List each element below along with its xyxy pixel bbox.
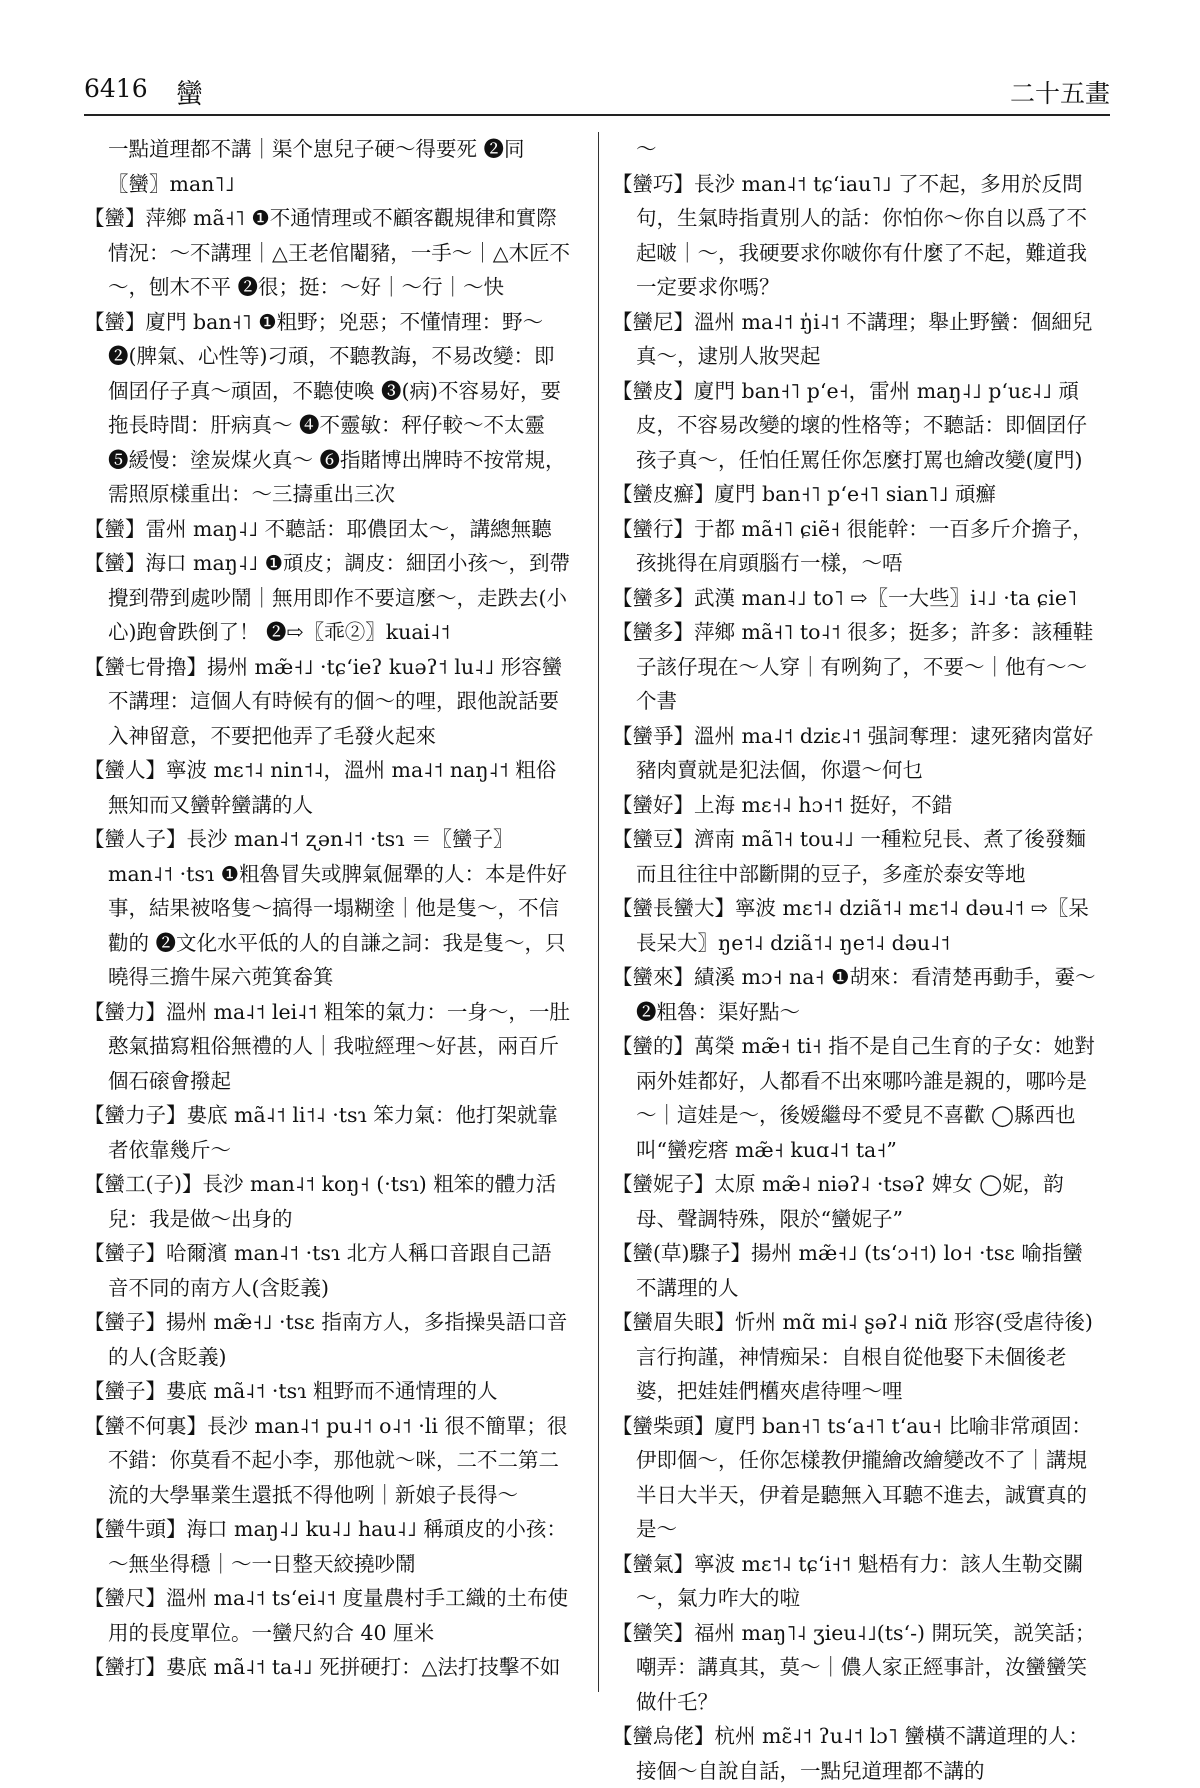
dictionary-entry: 【蠻】廈門 ban˧˥ ❶粗野；兇惡；不懂情理：野～ ❷(脾氣、心性等)刁頑，不聽教誨，不易改變：即個囝仔子真～頑固，不聽使喚 ❸(病)不容易好，要拖長時間：肝病真～ ❹不靈敏：秤仔較～不太靈 ❺緩慢：塗炭煤火真～ ❻指賭博出牌時不按常規，需照原樣重出：～三擣重出三次 [84,309,566,506]
dictionary-entry: 【蠻力】溫州 ma˨˦ lei˨˦ 粗笨的氣力：一身～，一肚憨氣描寫粗俗無禮的人｜我啦經理～好甚，兩百斤個石磙會撥起 [84,999,570,1093]
dictionary-entry: 【蠻人】寧波 mɛ˦˨ nin˦˨，溫州 ma˨˦ naŋ˨˦ 粗俗無知而又蠻幹蠻講的人 [84,758,557,817]
dictionary-entry: ～ [636,137,657,161]
dictionary-entry: 【蠻巧】長沙 man˨˦ tɕʻiau˥˩ 了不起，多用於反問句，生氣時指責別人的話：你怕你～你自以爲了不起啵｜～，我硬要求你啵你有什麼了不起，難道我一定要求你嗎？ [612,171,1087,299]
dictionary-entry: 【蠻打】婁底 mã˨˦ ta˨˩ 死拼硬打：△法打技擊不如 [84,1655,561,1679]
dictionary-entry: 【蠻子】揚州 mæ̃˧˩ ·tsɛ 指南方人，多指操吳語口音的人(含貶義) [84,1310,568,1369]
dictionary-entry: 【蠻長蠻大】寧波 mɛ˦˨ dziã˦˨ mɛ˦˨ dəu˨˦ ⇨〖呆長呆大〗ŋe˦˨ dziã˦˨ ŋe˦˨ dəu˨˦ [612,896,1089,955]
right-column [612,132,1100,1788]
dictionary-entry: 【蠻牛頭】海口 maŋ˨˩ ku˨˩ hau˨˩ 稱頑皮的小孩：～無坐得穩｜～一日整天絞撓吵鬧 [84,1517,567,1576]
running-head-character: 蠻 [176,79,203,110]
dictionary-entry: 【蠻尺】溫州 ma˨˦ tsʻei˨˦ 度量農村手工織的土布使用的長度單位。一蠻尺約合 40 厘米 [84,1586,569,1645]
dictionary-entry: 【蠻笑】福州 maŋ˥˨ ʒieu˨˩(tsʻ-) 開玩笑，説笑話；嘲弄：講真其，莫～｜儂人家正經事計，汝蠻蠻笑做什乇？ [612,1620,1096,1714]
dictionary-entry: 【蠻不何裏】長沙 man˨˦ pu˨˦ o˨˦ ·li 很不簡單；很不錯：你莫看不起小李，那他就～咪，二不二第二流的大學畢業生還抵不得他咧｜新娘子長得～ [84,1413,568,1507]
dictionary-entry: 【蠻】萍鄉 mã˧˥ ❶不通情理或不顧客觀規律和實際情況：～不講理｜△王老倌閹豬，一手～｜△木匠不～，刨木不平 ❷很；挺：～好｜～行｜～快 [84,206,571,299]
dictionary-entry: 【蠻氣】寧波 mɛ˦˨ tɕʻi˧˦ 魁梧有力：該人生勒交關～，氣力咋大的啦 [612,1551,1084,1610]
dictionary-entry: 【蠻的】萬榮 mæ̃˧ ti˧ 指不是自己生育的子女：她對兩外娃都好，人都看不出來哪吟誰是親的，哪吟是～｜這娃是～，後嫒繼母不愛見不喜歡 ◯縣西也叫“蠻疙瘩 mæ̃˧ kuɑ˨˦ ta˧” [612,1034,1095,1162]
dictionary-entry: 【蠻好】上海 mɛ˧˨ hɔ˧˦ 挺好，不錯 [612,792,953,817]
dictionary-entry: 【蠻工(子)】長沙 man˨˦ koŋ˧ (·tsɿ) 粗笨的體力活兒：我是做～出身的 [84,1172,557,1231]
dictionary-entry: 【蠻力子】婁底 mã˨˦ li˦˨ ·tsɿ 笨力氣：他打架就靠者依靠幾斤～ [84,1103,558,1162]
dictionary-entry: 【蠻】雷州 maŋ˨˩ 不聽話：耶儂囝太～，講總無聽 [84,516,552,541]
dictionary-entry: 【蠻皮】廈門 ban˧˥ pʻe˧，雷州 maŋ˨˩ pʻuɛ˨˩ 頑皮，不容易改變的壞的性格等；不聽話：即個囝仔孩子真～，任怕任罵任你怎麼打罵也繪改變(廈門) [612,378,1087,472]
dictionary-entry: 【蠻眉失眼】忻州 mɑ̃ mi˨ ʂəʔ˨ niɑ̃ 形容(受虐待後)言行拘謹，神情痴呆：自根自從他娶下未個後老婆，把娃娃們欍夾虐待哩～哩 [612,1310,1093,1403]
dictionary-entry: 【蠻多】武漢 man˨˩ to˥ ⇨〖一大些〗i˨˩ ·ta ɕie˥ [612,585,1078,610]
dictionary-entry: 【蠻烏佬】杭州 mɛ̃˨˦ ʔu˨˦ lɔ˥ 蠻橫不講道理的人：接個～自說自話，一點兒道理都不講的 [612,1724,1089,1783]
dictionary-entry: 【蠻人子】長沙 man˨˦ ʐən˨˦ ·tsɿ ＝〖蠻子〗man˨˦ ·tsɿ ❶粗魯冒失或脾氣倔犟的人：本是件好事，結果被咯隻～搞得一塌糊塗｜他是隻～，不信勸的 ❷文化水平低的人的自謙之詞：我是隻～，只曉得三擔牛屎六蔸箕畚箕 [84,827,568,989]
dictionary-entry: 一點道理都不講｜渠个崽兒子硬～得要死 ❷同〖蠻〗man˥˩ [108,137,525,196]
dictionary-entry: 【蠻子】婁底 mã˨˦ ·tsɿ 粗野而不通情理的人 [84,1379,498,1403]
page-number: 6416 [84,74,148,103]
dictionary-entry: 【蠻爭】溫州 ma˨˦ dziɛ˨˦ 强詞奪理：逮死豬肉當好豬肉賣就是犯法個，你還～何乜 [612,723,1094,782]
column-divider [598,132,599,1692]
dictionary-entry: 【蠻】海口 maŋ˨˩ ❶頑皮；調皮：細囝小孩～，到帶攪到帶到處吵鬧｜無用即作不要這麼～，走跌去(小心)跑會跌倒了！ ❷⇨〖乖②〗kuai˨˦ [84,551,570,644]
dictionary-entry: 【蠻妮子】太原 mæ̃˨ niəʔ˨ ·tsəʔ 婢女 ◯妮，韵母、聲調特殊，限於“蠻妮子” [612,1172,1064,1231]
dictionary-entry: 【蠻皮癬】廈門 ban˧˥ pʻe˧˥ sian˥˩ 頑癬 [612,482,997,506]
section-title: 二十五畫 [1009,79,1110,108]
dictionary-entry: 【蠻來】績溪 mɔ˧ na˧ ❶胡來：看清楚再動手，嫑～ ❷粗魯：渠好點～ [612,965,1096,1024]
dictionary-entry: 【蠻豆】濟南 mã˥˧ tou˨˩ 一種粒兒長、煮了後發麵而且往往中部斷開的豆子，多產於泰安等地 [612,827,1086,886]
dictionary-entry: 【蠻柴頭】廈門 ban˧˥ tsʻa˧˥ tʻau˧ 比喻非常頑固：伊即個～，任你怎樣教伊攏繪改繪變改不了｜講規半日大半天，伊着是聽無入耳聽不進去，誠實真的是～ [612,1413,1092,1541]
dictionary-entry: 【蠻子】哈爾濱 man˨˦ ·tsɿ 北方人稱口音跟自己語音不同的南方人(含貶義) [84,1241,552,1300]
left-column [84,132,572,1685]
dictionary-entry: 【蠻多】萍鄉 mã˧˥ to˨˦ 很多；挺多；許多：該種鞋子該仔現在～人穿｜有咧夠了，不要～｜他有～～个書 [612,620,1094,713]
dictionary-entry: 【蠻尼】溫州 ma˨˦ ŋ̍i˨˦ 不講理；舉止野蠻：個細兒真～，逮別人妝哭起 [612,309,1093,368]
page-header [84,68,1110,116]
dictionary-entry: 【蠻七骨擼】揚州 mæ̃˧˩ ·tɕʻieʔ kuəʔ˦ lu˨˩ 形容蠻不講理：這個人有時候有的個～的哩，跟他說話要入神留意，不要把他弄了毛發火起來 [84,654,563,748]
dictionary-entry: 【蠻(草)驟子】揚州 mæ̃˧˩ (tsʻɔ˧˦) lo˧ ·tsɛ 喻指蠻不講理的人 [612,1241,1083,1300]
dictionary-entry: 【蠻行】于都 mã˧˥ ɕiẽ˧ 很能幹：一百多斤介擔子，孩挑得在肩頭腦冇一樣，～唔 [612,516,1093,575]
